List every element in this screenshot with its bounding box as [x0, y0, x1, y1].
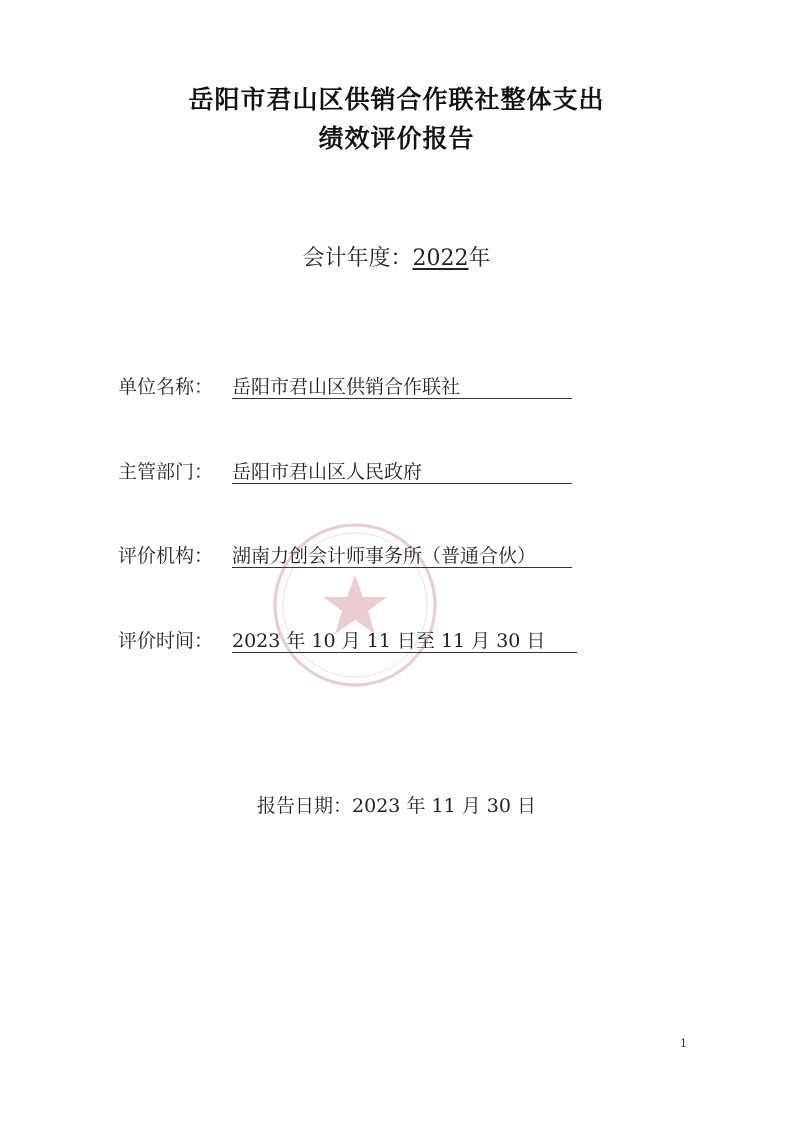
field-underline — [232, 398, 572, 399]
field-value: 2023 年 10 月 11 日至 11 月 30 日 — [232, 630, 546, 652]
report-title-line-2: 绩效评价报告 — [318, 124, 475, 153]
report-date: 报告日期：2023 年 11 月 30 日 — [257, 795, 536, 817]
field-underline — [232, 483, 572, 484]
report-title-line-1: 岳阳市君山区供销合作联社整体支出 — [188, 85, 605, 114]
field-value: 岳阳市君山区人民政府 — [232, 461, 423, 483]
page-number: 1 — [680, 1037, 687, 1050]
field-value: 岳阳市君山区供销合作联社 — [232, 376, 461, 398]
fiscal-year-value: 2022 — [412, 246, 469, 271]
field-underline — [232, 567, 572, 568]
fiscal-year-label: 会计年度： — [302, 246, 413, 271]
field-label: 主管部门： — [118, 461, 214, 483]
fiscal-year — [0, 241, 793, 272]
field-label: 单位名称： — [118, 376, 214, 398]
field-value: 湖南力创会计师事务所（普通合伙） — [232, 545, 537, 567]
field-underline — [232, 652, 577, 653]
field-label: 评价机构： — [118, 545, 214, 567]
field-label: 评价时间： — [118, 630, 214, 652]
fiscal-year-suffix: 年 — [468, 246, 491, 271]
